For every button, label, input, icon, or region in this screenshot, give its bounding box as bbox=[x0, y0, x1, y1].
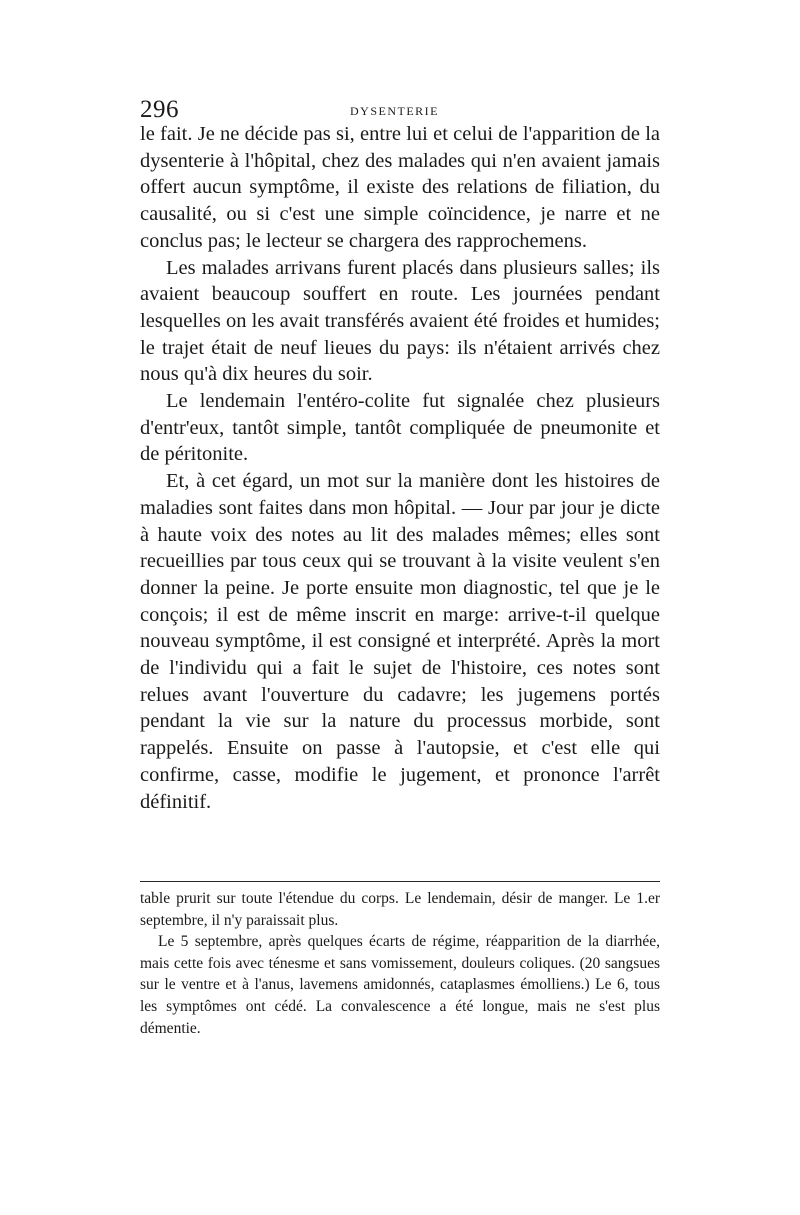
paragraph-2: Les malades arrivans furent placés dans plusieurs salles; ils avaient beaucoup souffert en route. Les journées pendant lesquelles on les avait transférés avaient été froides et humides; le trajet était de neuf lieues du pays: ils n'étaient arrivés chez nous qu'à dix heures du soir. bbox=[140, 256, 660, 386]
paragraph-3: Le lendemain l'entéro-colite fut signalée chez plusieurs d'entr'eux, tantôt simple, tantôt compliquée de pneumonite et de péritonite. bbox=[140, 390, 660, 466]
footnotes bbox=[140, 888, 660, 1039]
running-title: DYSENTERIE bbox=[350, 104, 439, 118]
footnote-separator-rule bbox=[140, 881, 660, 882]
footnote-paragraph-2: Le 5 septembre, après quelques écarts de régime, réapparition de la diarrhée, mais cette fois avec ténesme et sans vomissement, douleurs coliques. (20 sangsues sur le ventre et à l'anus, lavemens amidonnés, cataplasmes émolliens.) Le 6, tous les symptômes ont cédé. La convalescence a été longue, mais ne s'est plus démentie. bbox=[140, 933, 660, 1037]
main-text bbox=[140, 121, 660, 815]
paragraph-4: Et, à cet égard, un mot sur la manière dont les histoires de maladies sont faites dans mon hôpital. — Jour par jour je dicte à haute voix des notes au lit des malades mêmes; elles sont recueillies par tous ceux qui se trouvant à la visite veulent s'en donner la peine. Je porte ensuite mon diagnostic, tel que je le conçois; il est de même inscrit en marge: arrive-t-il quelque nouveau symptôme, il est consigné et interprété. Après la mort de l'individu qui a fait le sujet de l'histoire, ces notes sont relues avant l'ouverture du cadavre; les jugemens portés pendant la vie sur la nature du processus morbide, sont rappelés. Ensuite on passe à l'autopsie, et c'est elle qui confirme, casse, modifie le jugement, et prononce l'arrêt définitif. bbox=[140, 470, 660, 813]
paragraph-1: le fait. Je ne décide pas si, entre lui et celui de l'apparition de la dysenterie à l'hôpital, chez des malades qui n'en avaient jamais offert aucun symptôme, il existe des relations de filiation, du causalité, ou si c'est une simple coïncidence, je narre et ne conclus pas; le lecteur se chargera des rapprochemens. bbox=[140, 123, 660, 252]
footnote-paragraph-1: table prurit sur toute l'étendue du corps. Le lendemain, désir de manger. Le 1.er septembre, il n'y paraissait plus. bbox=[140, 890, 660, 929]
page-number: 296 bbox=[140, 96, 179, 123]
